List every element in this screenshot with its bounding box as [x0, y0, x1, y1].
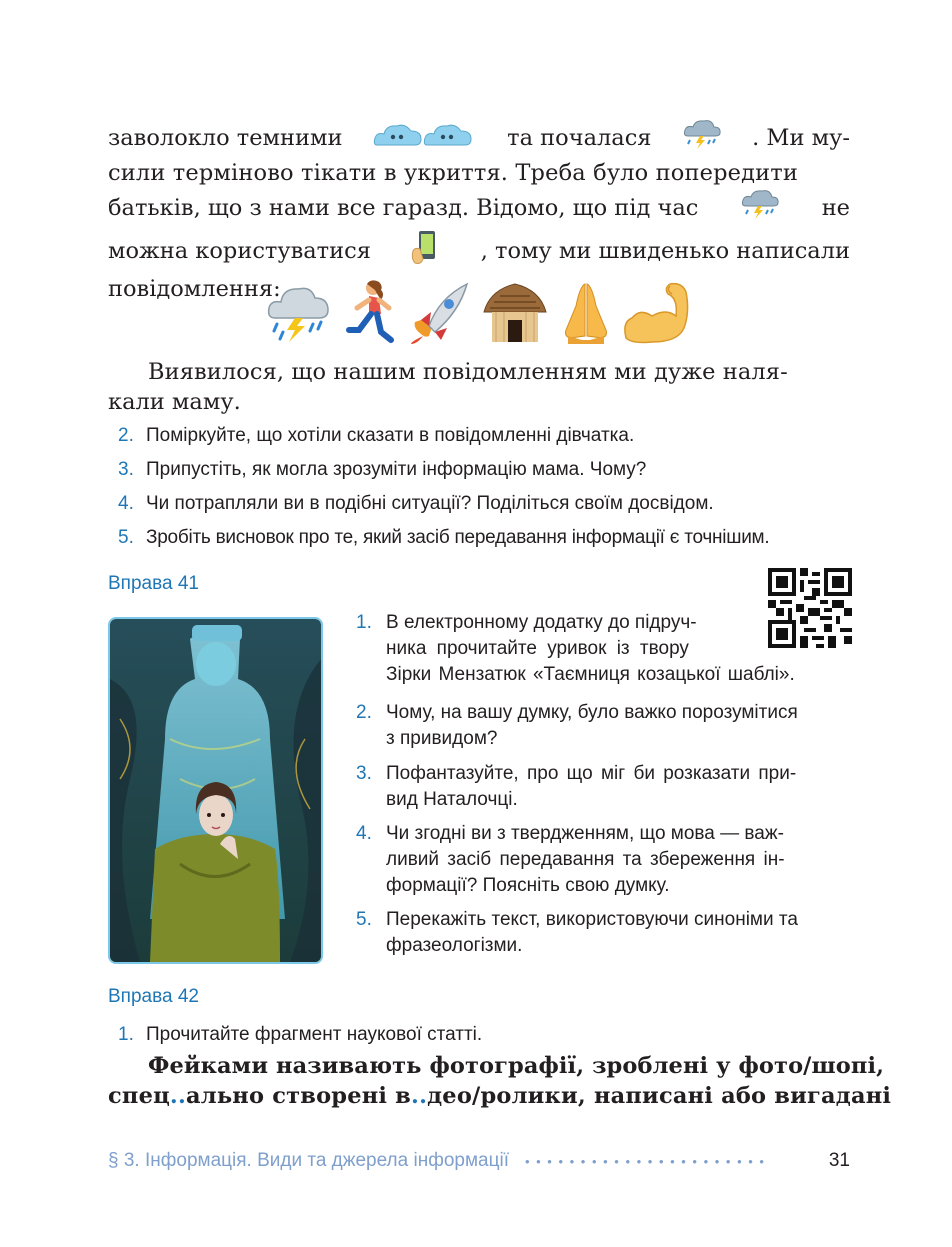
item-line: ника прочитайте уривок із твору — [386, 638, 689, 659]
text-part: ально створені в — [185, 1082, 412, 1109]
item-number: 1. — [356, 612, 372, 633]
item-line: фразеологізми. — [386, 935, 523, 956]
item-line: Чому, на вашу думку, було важко порозумітися — [386, 702, 798, 723]
footer-dots: • • • • • • • • • • • • • • • • • • • • • • — [524, 1153, 766, 1169]
item-line: Зірки Мензатюк «Таємниця козацької шаблі». — [386, 664, 795, 685]
emoji-message — [265, 277, 690, 347]
article-line-2 — [108, 1082, 892, 1112]
thunder-cloud-icon — [265, 278, 333, 346]
item-text: Прочитайте фрагмент наукової статті. — [146, 1024, 483, 1045]
item-line: з привидом? — [386, 728, 498, 749]
missing-letter-dots: .. — [169, 1082, 186, 1109]
question-item — [118, 423, 634, 449]
item-line: Чи згодні ви з твердженням, що мова — важ- — [386, 823, 784, 844]
exercise-item — [356, 821, 785, 899]
item-line: Перекажіть текст, використовуючи синоніми та — [386, 909, 798, 930]
text-part: спец — [108, 1082, 170, 1109]
question-number: 4. — [118, 493, 134, 514]
item-number: 5. — [356, 909, 372, 930]
story-text: , тому ми швиденько написали — [480, 238, 850, 264]
story-line-5: повідомлення: — [108, 276, 281, 302]
question-number: 2. — [118, 425, 134, 446]
story-text: та почалася — [507, 124, 652, 151]
clouds-icon — [373, 119, 477, 158]
story-text: . Ми му- — [752, 124, 850, 151]
item-number: 4. — [356, 823, 372, 844]
footer-section-title: § 3. Інформація. Види та джерела інформації — [108, 1150, 509, 1171]
hut-icon — [480, 278, 550, 346]
item-line: Пофантазуйте, про що міг би розказати при- — [386, 763, 797, 784]
item-line: вид Наталочці. — [386, 789, 518, 810]
article-line-1: Фейками називають фотографії, зроблені у фото/шопі, — [148, 1053, 885, 1079]
question-item — [118, 491, 714, 517]
flexed-biceps-icon — [622, 278, 690, 346]
question-text: Чи потрапляли ви в подібні ситуації? Поділіться своїм досвідом. — [146, 493, 714, 514]
item-line: ливий засіб передавання та збереження ін- — [386, 849, 785, 870]
exercise-42-item — [118, 1022, 482, 1048]
question-item — [118, 525, 769, 551]
ghost-illustration — [108, 617, 323, 964]
folded-hands-icon — [558, 278, 614, 346]
exercise-item — [356, 907, 798, 959]
question-number: 3. — [118, 459, 134, 480]
story-text: заволокло темними — [108, 124, 343, 151]
storm-icon — [682, 118, 722, 159]
illustration-art — [110, 619, 321, 962]
story-text: не — [821, 194, 850, 221]
exercise-item — [356, 761, 796, 813]
exercise-item — [356, 700, 798, 752]
item-line: В електронному додатку до підруч- — [386, 612, 697, 633]
page-number: 31 — [828, 1150, 850, 1171]
exercise-item — [356, 610, 795, 688]
question-text: Поміркуйте, що хотіли сказати в повідомленні дівчатка. — [146, 425, 635, 446]
question-number: 5. — [118, 527, 134, 548]
story-conclusion — [108, 358, 850, 417]
question-item — [118, 457, 646, 483]
story-line-1 — [108, 118, 850, 159]
article-fragment — [108, 1052, 892, 1111]
item-number: 2. — [356, 702, 372, 723]
exercise-42-title: Вправа 42 — [108, 986, 199, 1007]
qr-code-icon[interactable] — [768, 568, 852, 648]
missing-letter-dots: .. — [411, 1082, 428, 1109]
storm-icon — [740, 188, 780, 229]
story-line-3 — [108, 188, 850, 229]
item-number: 1. — [118, 1024, 134, 1045]
story-line-4 — [108, 229, 850, 276]
story-line-2: сили терміново тікати в укриття. Треба було попередити — [108, 159, 799, 186]
question-text: Зробіть висновок про те, який засіб передавання інформації є точнішим. — [146, 527, 770, 548]
story-text: батьків, що з нами все гаразд. Відомо, що під час — [108, 194, 699, 221]
text-part: део/ролики, написані або вигадані — [427, 1082, 892, 1109]
story-line-7: кали маму. — [108, 388, 241, 415]
question-text: Припустіть, як могла зрозуміти інформацію мама. Чому? — [146, 459, 647, 480]
story-text: можна користуватися — [108, 238, 371, 264]
item-number: 3. — [356, 763, 372, 784]
story-line-6: Виявилося, що нашим повідомленням ми дуже наля- — [148, 359, 788, 385]
exercise-41-title: Вправа 41 — [108, 573, 199, 594]
item-line: формації? Поясніть свою думку. — [386, 875, 670, 896]
rocket-icon — [409, 278, 471, 346]
phone-icon — [411, 229, 441, 276]
page-footer — [108, 1150, 850, 1172]
running-girl-icon — [341, 278, 401, 346]
